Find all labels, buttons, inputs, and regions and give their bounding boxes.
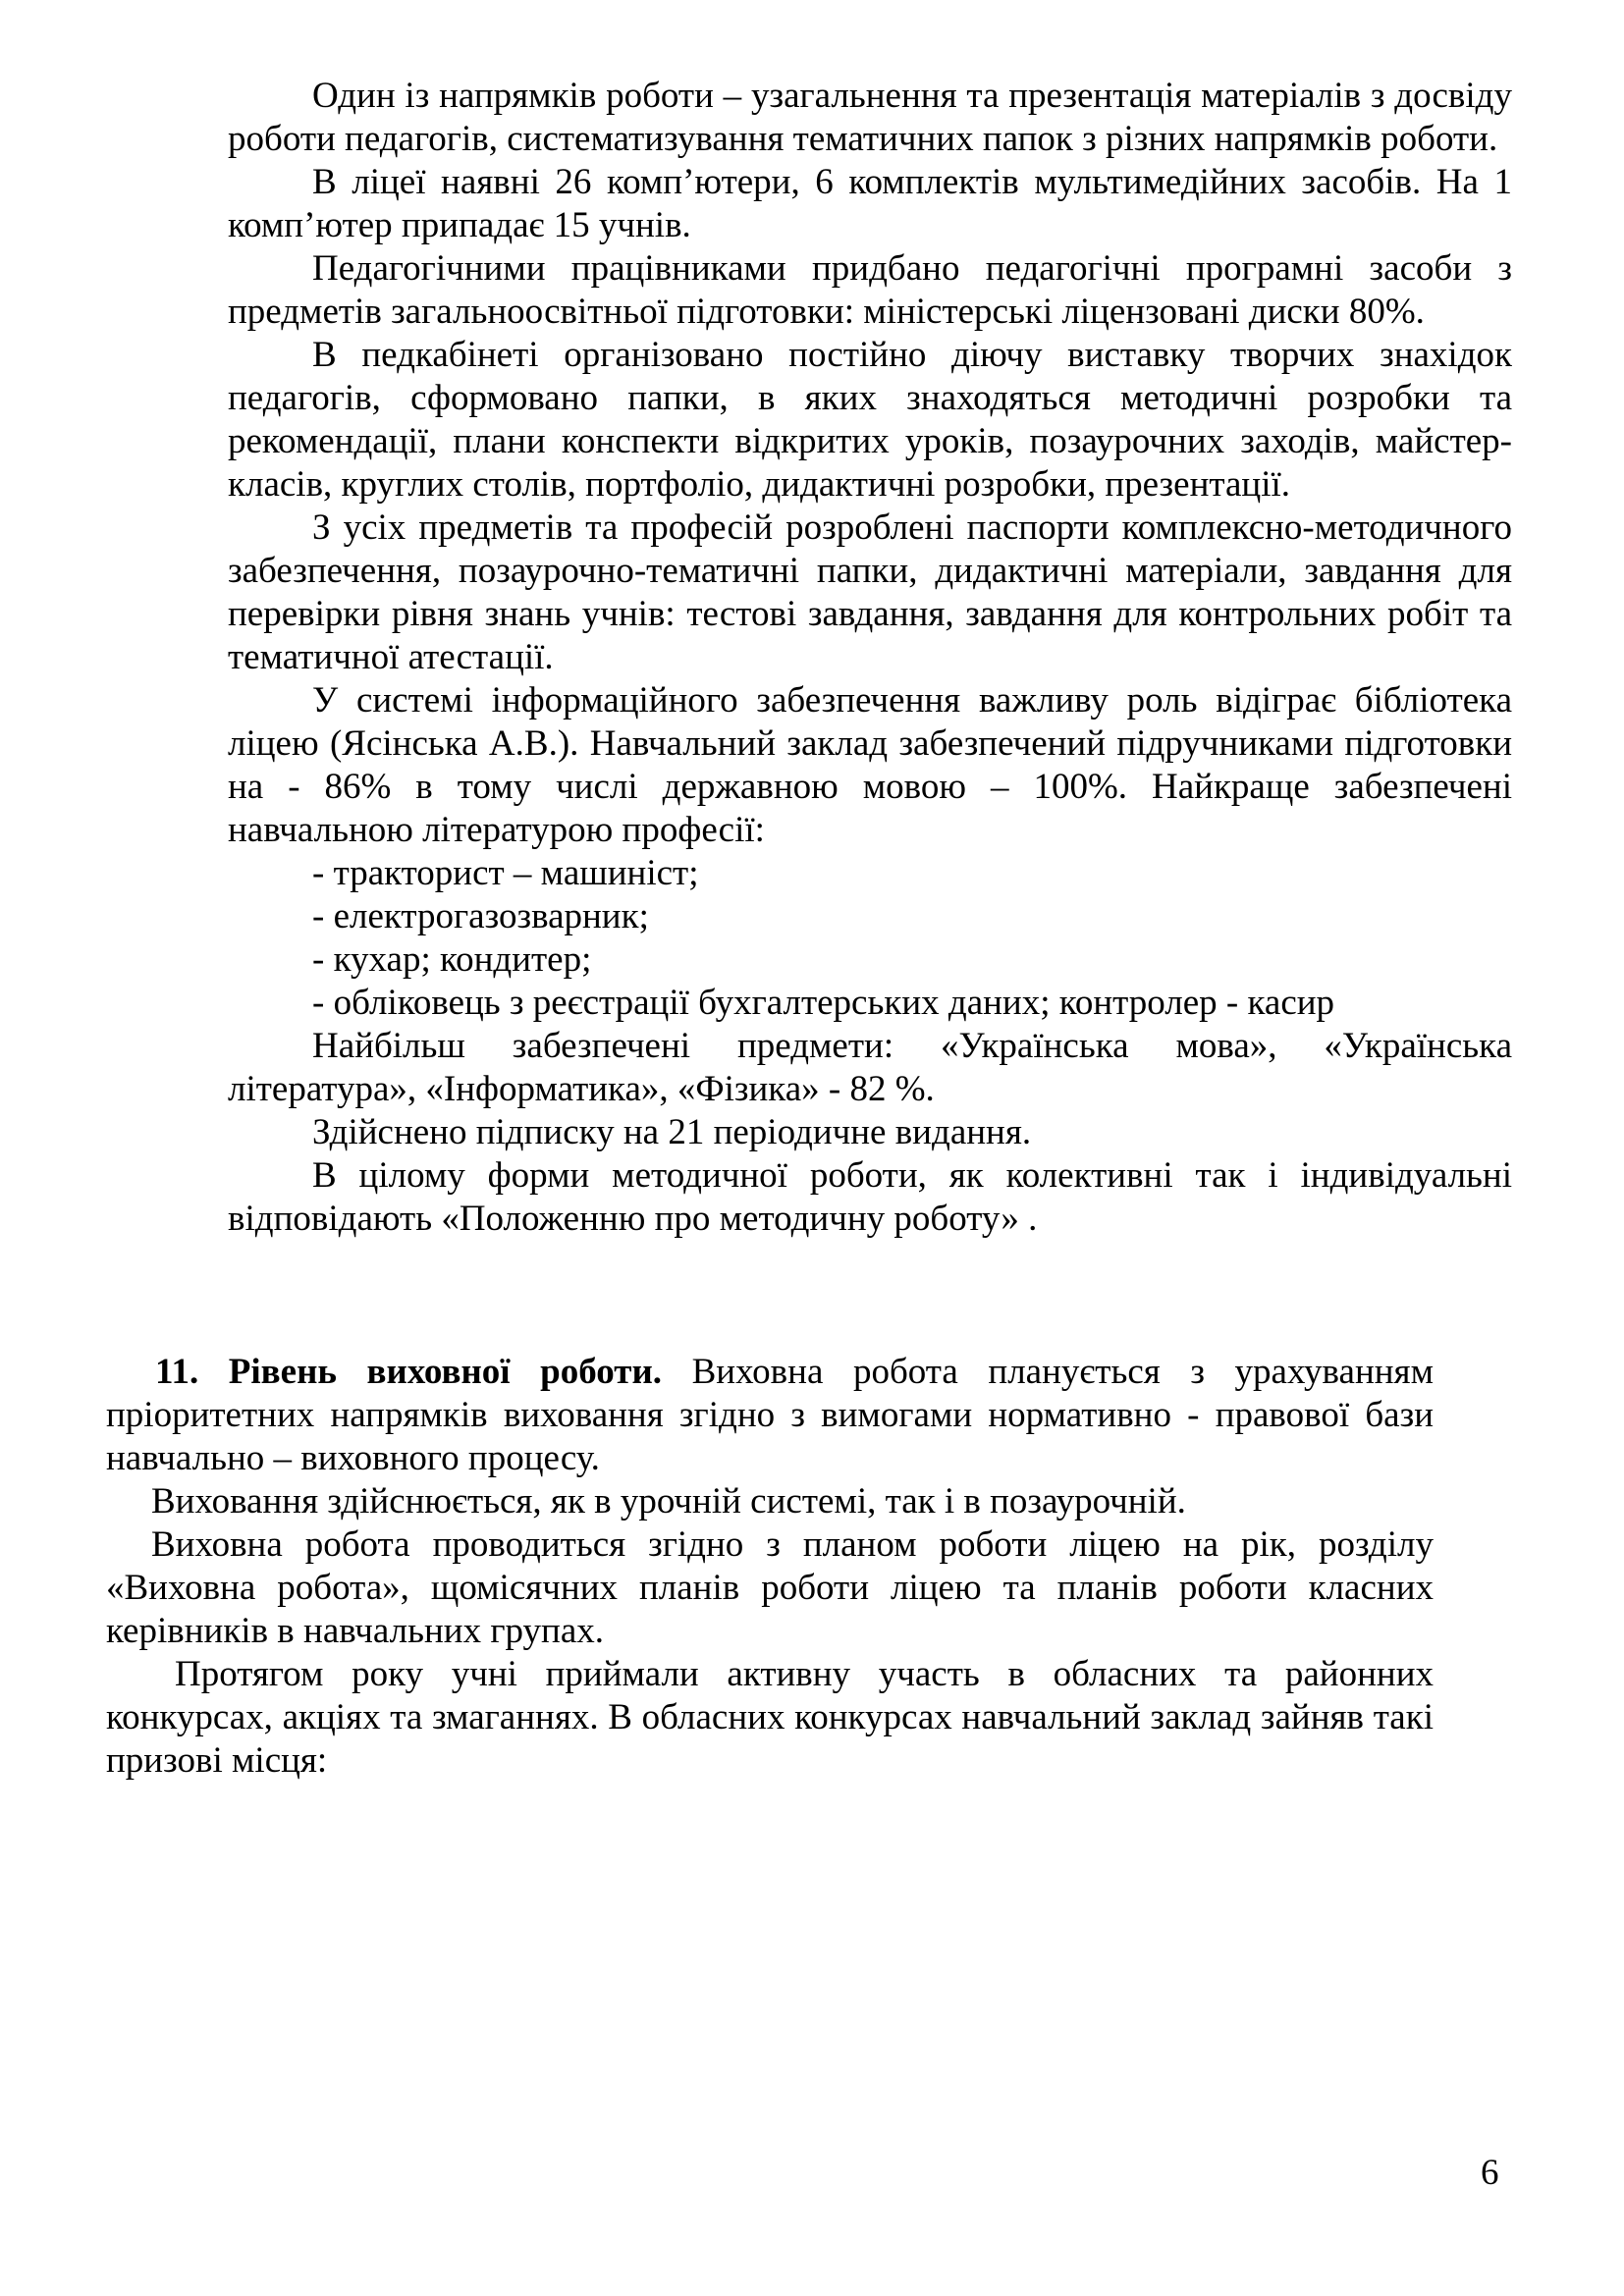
paragraph: Найбільш забезпечені предмети: «Українська мова», «Українська література», «Інформатика», «Фізика» - 82 %. xyxy=(228,1026,1512,1109)
list-item: - електрогазозварник; xyxy=(312,896,649,936)
section-heading: 11. Рівень виховної роботи. xyxy=(155,1352,663,1392)
list-item: - тракторист – машиніст; xyxy=(312,853,699,893)
paragraph: В цілому форми методичної роботи, як колективні так і індивідуальні відповідають «Положенню про методичну роботу» . xyxy=(228,1155,1512,1239)
page-number: 6 xyxy=(1481,2153,1499,2193)
paragraph: В педкабінеті організовано постійно діючу виставку творчих знахідок педагогів, сформовано папки, в яких знаходяться методичні розробки та рекомендації, плани конспекти відкритих уроків, позаурочних заходів, майстер-класів, круглих столів, портфоліо, дидактичні розробки, презентації. xyxy=(228,335,1512,505)
paragraph: Здійснено підписку на 21 періодичне видання. xyxy=(312,1112,1032,1152)
paragraph: Виховна робота проводиться згідно з планом роботи ліцею на рік, розділу «Виховна робота», щомісячних планів роботи ліцею та планів роботи класних керівників в навчальних групах. xyxy=(106,1524,1434,1651)
paragraph: Один із напрямків роботи – узагальнення та презентація матеріалів з досвіду роботи педагогів, систематизування тематичних папок з різних напрямків роботи. xyxy=(228,76,1512,159)
paragraph: У системі інформаційного забезпечення важливу роль відіграє бібліотека ліцею (Ясінська А.В.). Навчальний заклад забезпечений підручниками підготовки на - 86% в тому числі державною мовою – 100%. Найкраще забезпечені навчальною літературою професії: xyxy=(228,680,1512,850)
section-intro-text: Виховна робота планується з урахуванням пріоритетних напрямків виховання згідно з вимогами нормативно - правової бази навчально – виховного процесу. xyxy=(106,1352,1434,1478)
list-item: - кухар; кондитер; xyxy=(312,939,592,980)
paragraph: З усіх предметів та професій розроблені паспорти комплексно-методичного забезпечення, позаурочно-тематичні папки, дидактичні матеріали, завдання для перевірки рівня знань учнів: тестові завдання, завдання для контрольних робіт та тематичної атестації. xyxy=(228,507,1512,677)
paragraph: Педагогічними працівниками придбано педагогічні програмні засоби з предметів загальноосвітньої підготовки: міністерські ліцензовані диски 80%. xyxy=(228,248,1512,332)
section-11-lead-paragraph xyxy=(106,1351,1434,1480)
list-item: - обліковець з реєстрації бухгалтерських даних; контролер - касир xyxy=(312,983,1335,1023)
paragraph: В ліцеї наявні 26 комп’ютери, 6 комплектів мультимедійних засобів. На 1 комп’ютер припадає 15 учнів. xyxy=(228,162,1512,245)
main-text-block xyxy=(228,75,1512,1241)
paragraph: Протягом року учні приймали активну участь в обласних та районних конкурсах, акціях та змаганнях. В обласних конкурсах навчальний заклад зайняв такі призові місця: xyxy=(106,1654,1434,1781)
paragraph: Виховання здійснюється, як в урочній системі, так і в позаурочній. xyxy=(151,1481,1186,1522)
section-11-block xyxy=(106,1351,1434,1783)
